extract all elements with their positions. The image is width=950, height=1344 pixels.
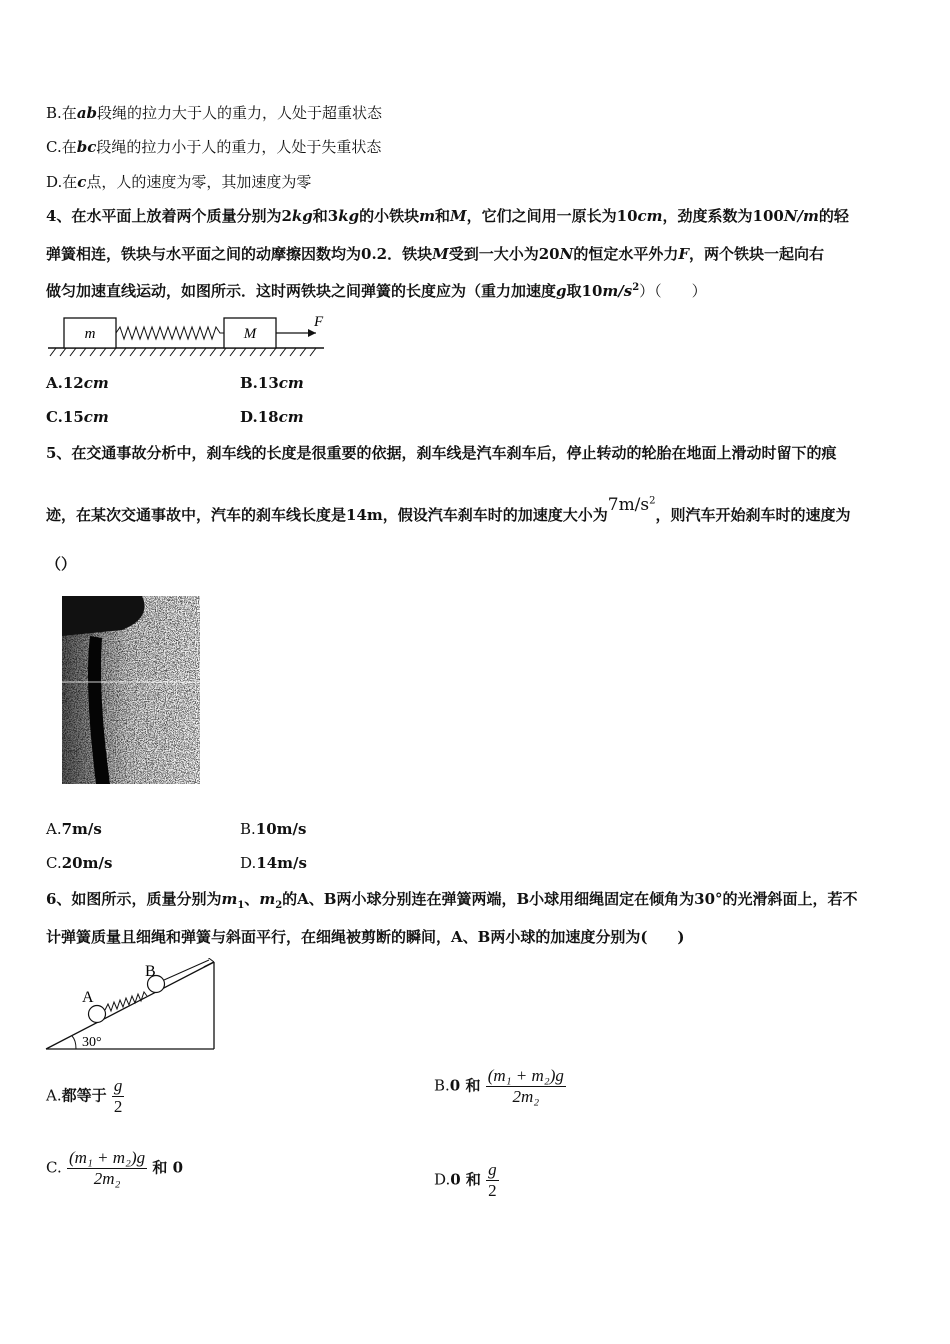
q4-option-d[interactable]	[240, 408, 304, 426]
option-text: 在	[62, 173, 78, 191]
option-text: 段绳的拉力小于人的重力，人处于失重状态	[96, 138, 382, 156]
skid-mark-photo	[62, 596, 200, 784]
option-text: 点，人的速度为零，其加速度为零	[86, 173, 312, 191]
option-c-prev	[46, 136, 381, 157]
incline-figure	[44, 958, 220, 1054]
option-letter: A.	[46, 820, 62, 838]
force-label: F	[314, 314, 324, 330]
fraction-denominator: 2	[113, 1097, 123, 1116]
option-b-prev	[46, 102, 382, 123]
option-unit: cm	[278, 374, 304, 392]
text: 的恒定水平外力	[573, 245, 679, 263]
option-unit: cm	[83, 374, 109, 392]
q4-line-1	[46, 205, 849, 226]
option-d-prev	[46, 171, 311, 192]
ball-b-label: B	[145, 963, 156, 980]
option-text: 在	[61, 104, 77, 122]
text: 、	[244, 890, 260, 908]
q4-option-b[interactable]	[240, 374, 304, 392]
option-text: B.13	[240, 374, 279, 392]
spring-blocks-figure	[46, 310, 331, 358]
fraction-denominator: 2m₂	[93, 1169, 121, 1188]
option-text: 0 和	[449, 1076, 481, 1095]
incline-surface	[46, 962, 214, 1049]
q5-line-1: 5、在交通事故分析中，刹车线的长度是很重要的依据，刹车线是汽车刹车后，停止转动的轮胎在地面上滑动时留下的痕	[46, 444, 837, 462]
text: cm	[637, 207, 663, 225]
text: g	[556, 282, 567, 300]
option-letter: B.	[240, 820, 256, 838]
text: ，两个铁块一起向右	[688, 245, 824, 263]
spring	[116, 327, 224, 339]
text: 4、在水平面上放着两个质量分别为2	[46, 207, 292, 225]
option-letter: B.	[46, 104, 62, 122]
option-letter: C.	[46, 138, 62, 156]
ball-a-label: A	[82, 989, 94, 1006]
fraction-denominator: 2	[488, 1181, 497, 1200]
q5-option-d[interactable]	[240, 854, 307, 872]
text: 7m/s	[607, 495, 650, 515]
text: 迹，在某次交通事故中，汽车的刹车线长度是14m，假设汽车刹车时的加速度大小为	[46, 506, 608, 524]
option-text: 段绳的拉力大于人的重力，人处于超重状态	[97, 104, 383, 122]
fraction	[67, 1148, 147, 1189]
option-var: ab	[76, 104, 98, 122]
option-text: 和 0	[152, 1158, 184, 1177]
q5-option-c[interactable]	[46, 854, 112, 872]
option-var: bc	[76, 138, 97, 156]
text: 弹簧相连，铁块与水平面之间的动摩擦因数均为0.2．铁块	[46, 245, 433, 263]
option-letter: C.	[46, 1158, 62, 1177]
text: 1	[237, 900, 245, 911]
text: 的轻	[818, 207, 849, 225]
option-letter: D.	[240, 854, 257, 872]
option-text: 0 和	[450, 1170, 481, 1189]
option-text: A.12	[46, 374, 84, 392]
fraction-numerator: g	[113, 1076, 123, 1095]
text: 和3	[312, 207, 339, 225]
text: M	[450, 207, 467, 225]
fraction-numerator: g	[488, 1160, 497, 1179]
block-M-label: M	[243, 326, 257, 342]
text: 2	[632, 282, 640, 293]
fraction	[112, 1076, 125, 1117]
text: ，则汽车开始刹车时的速度为	[655, 506, 851, 524]
text: 的A、B两小球分别连在弹簧两端，B小球用细绳固定在倾角为30°的光滑斜面上，若不	[282, 890, 858, 908]
angle-label: 30°	[82, 1035, 102, 1050]
text: ，劲度系数为100	[662, 207, 784, 225]
text: 2	[649, 495, 656, 507]
q5-option-b[interactable]	[240, 820, 306, 838]
q6-option-c[interactable]	[46, 1148, 183, 1189]
fraction	[486, 1066, 566, 1107]
option-letter: A.	[46, 1086, 62, 1105]
text: N/m	[783, 207, 819, 225]
option-unit: cm	[278, 408, 304, 426]
q5-option-a[interactable]	[46, 820, 102, 838]
text: M	[432, 245, 449, 263]
ball-a	[89, 1006, 106, 1023]
text: kg	[338, 207, 360, 225]
text: 的小铁块	[359, 207, 420, 225]
text: 6、如图所示，质量分别为	[46, 890, 222, 908]
option-letter: B.	[434, 1076, 450, 1095]
text: F	[678, 245, 689, 263]
option-letter: D.	[46, 173, 63, 191]
fraction	[486, 1160, 499, 1201]
text: 取10	[566, 282, 603, 300]
text: m	[419, 207, 435, 225]
option-text: 都等于	[61, 1086, 107, 1105]
q6-option-d[interactable]	[434, 1160, 499, 1201]
text: 做匀加速直线运动，如图所示．这时两铁块之间弹簧的长度应为（重力加速度	[46, 282, 557, 300]
q5-line-2	[46, 495, 851, 525]
block-m-label: m	[84, 326, 96, 342]
option-letter: C.	[46, 854, 62, 872]
fraction-numerator: (m₁ + m₂)g	[68, 1148, 146, 1167]
option-text: C.15	[46, 408, 84, 426]
option-text: 20m/s	[61, 854, 113, 872]
option-unit: cm	[83, 408, 109, 426]
q6-line-1	[46, 888, 858, 911]
q4-option-a[interactable]	[46, 374, 109, 392]
q6-line-2: 计弹簧质量且细绳和弹簧与斜面平行，在细绳被剪断的瞬间，A、B两小球的加速度分别为( )	[46, 928, 685, 946]
text: m/s	[602, 282, 633, 300]
q4-line-2	[46, 243, 824, 264]
fraction-denominator: 2m₂	[512, 1087, 540, 1106]
accel-value	[608, 495, 656, 515]
option-text: 14m/s	[256, 854, 307, 872]
q5-line-3: （）	[46, 555, 77, 573]
text: 受到一大小为20	[448, 245, 560, 263]
option-text: 7m/s	[61, 820, 102, 838]
q4-line-3	[46, 280, 707, 301]
option-text: 10m/s	[255, 820, 307, 838]
option-var: c	[77, 173, 87, 191]
string	[164, 960, 209, 980]
text: ，它们之间用一原长为10	[466, 207, 638, 225]
option-letter: D.	[434, 1170, 451, 1189]
text: 和	[435, 207, 451, 225]
text: 2	[275, 900, 283, 911]
q6-option-b[interactable]	[434, 1066, 566, 1107]
text: kg	[291, 207, 313, 225]
text: m	[259, 890, 276, 908]
text: ）（ ）	[639, 282, 707, 300]
text: m	[221, 890, 238, 908]
text: N	[559, 245, 574, 263]
option-text: D.18	[240, 408, 279, 426]
option-text: 在	[61, 138, 77, 156]
q4-option-c[interactable]	[46, 408, 109, 426]
q6-option-a[interactable]	[46, 1076, 124, 1117]
fraction-numerator: (m₁ + m₂)g	[487, 1066, 564, 1085]
